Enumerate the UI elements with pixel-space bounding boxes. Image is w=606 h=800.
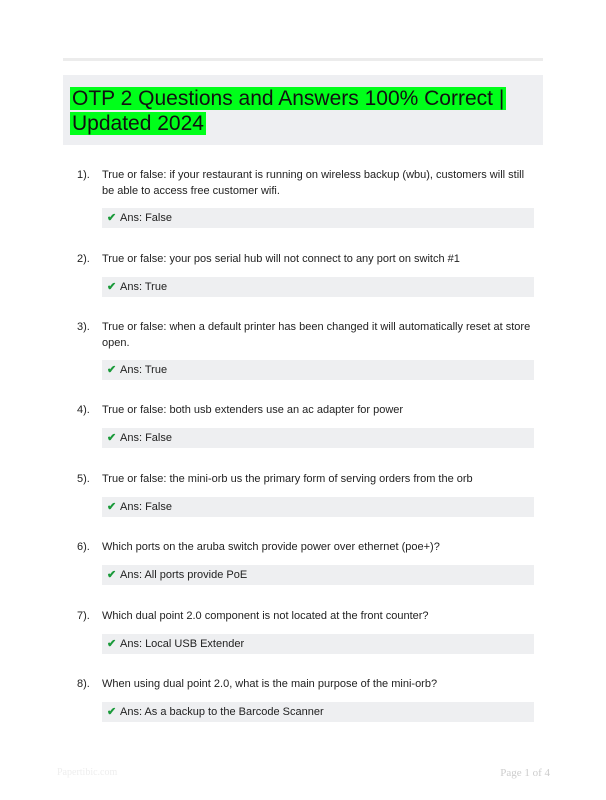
question-number: 5). — [77, 473, 90, 485]
question-text: Which ports on the aruba switch provide power over ethernet (poe+)? — [102, 541, 440, 553]
top-divider — [63, 58, 543, 61]
answer-box — [102, 565, 534, 585]
footer-page-number: Page 1 of 4 — [500, 767, 550, 779]
question-text: When using dual point 2.0, what is the main purpose of the mini-orb? — [102, 678, 438, 690]
check-icon: ✔ — [107, 432, 117, 444]
answer-box — [102, 360, 534, 380]
answer-text: Ans: False — [120, 501, 172, 513]
answer-text: Ans: All ports provide PoE — [120, 569, 248, 581]
answer-box — [102, 208, 534, 228]
answer-text: Ans: True — [120, 364, 168, 376]
question-number: 6). — [77, 541, 90, 553]
question-text: True or false: the mini-orb us the primary form of serving orders from the orb — [102, 473, 473, 485]
answer-text: Ans: False — [120, 212, 172, 224]
answer-text: Ans: True — [120, 281, 168, 293]
answer-box — [102, 634, 534, 654]
question-number: 8). — [77, 678, 90, 690]
answer-box — [102, 497, 534, 517]
answer-text: Ans: As a backup to the Barcode Scanner — [120, 706, 324, 718]
title-text: OTP 2 Questions and Answers 100% Correct | Updated 2024 — [72, 87, 505, 135]
answer-box — [102, 702, 534, 722]
footer-site: Papertibic.com — [57, 767, 118, 778]
question-number: 4). — [77, 404, 90, 416]
check-icon: ✔ — [107, 281, 117, 293]
question-number: 3). — [77, 321, 90, 333]
answer-box — [102, 428, 534, 448]
answer-box — [102, 277, 534, 297]
question-number: 2). — [77, 253, 90, 265]
answer-text: Ans: Local USB Extender — [120, 638, 245, 650]
check-icon: ✔ — [107, 569, 117, 581]
page-title — [70, 86, 540, 136]
question-text: True or false: when a default printer has been changed it will automatically reset at store open. — [102, 321, 531, 349]
check-icon: ✔ — [107, 501, 117, 513]
check-icon: ✔ — [107, 706, 117, 718]
check-icon: ✔ — [107, 364, 117, 376]
question-text: True or false: both usb extenders use an ac adapter for power — [102, 404, 404, 416]
question-number: 7). — [77, 610, 90, 622]
answer-text: Ans: False — [120, 432, 172, 444]
check-icon: ✔ — [107, 212, 117, 224]
question-text: Which dual point 2.0 component is not located at the front counter? — [102, 610, 429, 622]
question-text: True or false: your pos serial hub will not connect to any port on switch #1 — [102, 253, 460, 265]
question-number: 1). — [77, 169, 90, 181]
question-text: True or false: if your restaurant is running on wireless backup (wbu), customers will still be able to access free customer wifi. — [102, 169, 525, 197]
check-icon: ✔ — [107, 638, 117, 650]
